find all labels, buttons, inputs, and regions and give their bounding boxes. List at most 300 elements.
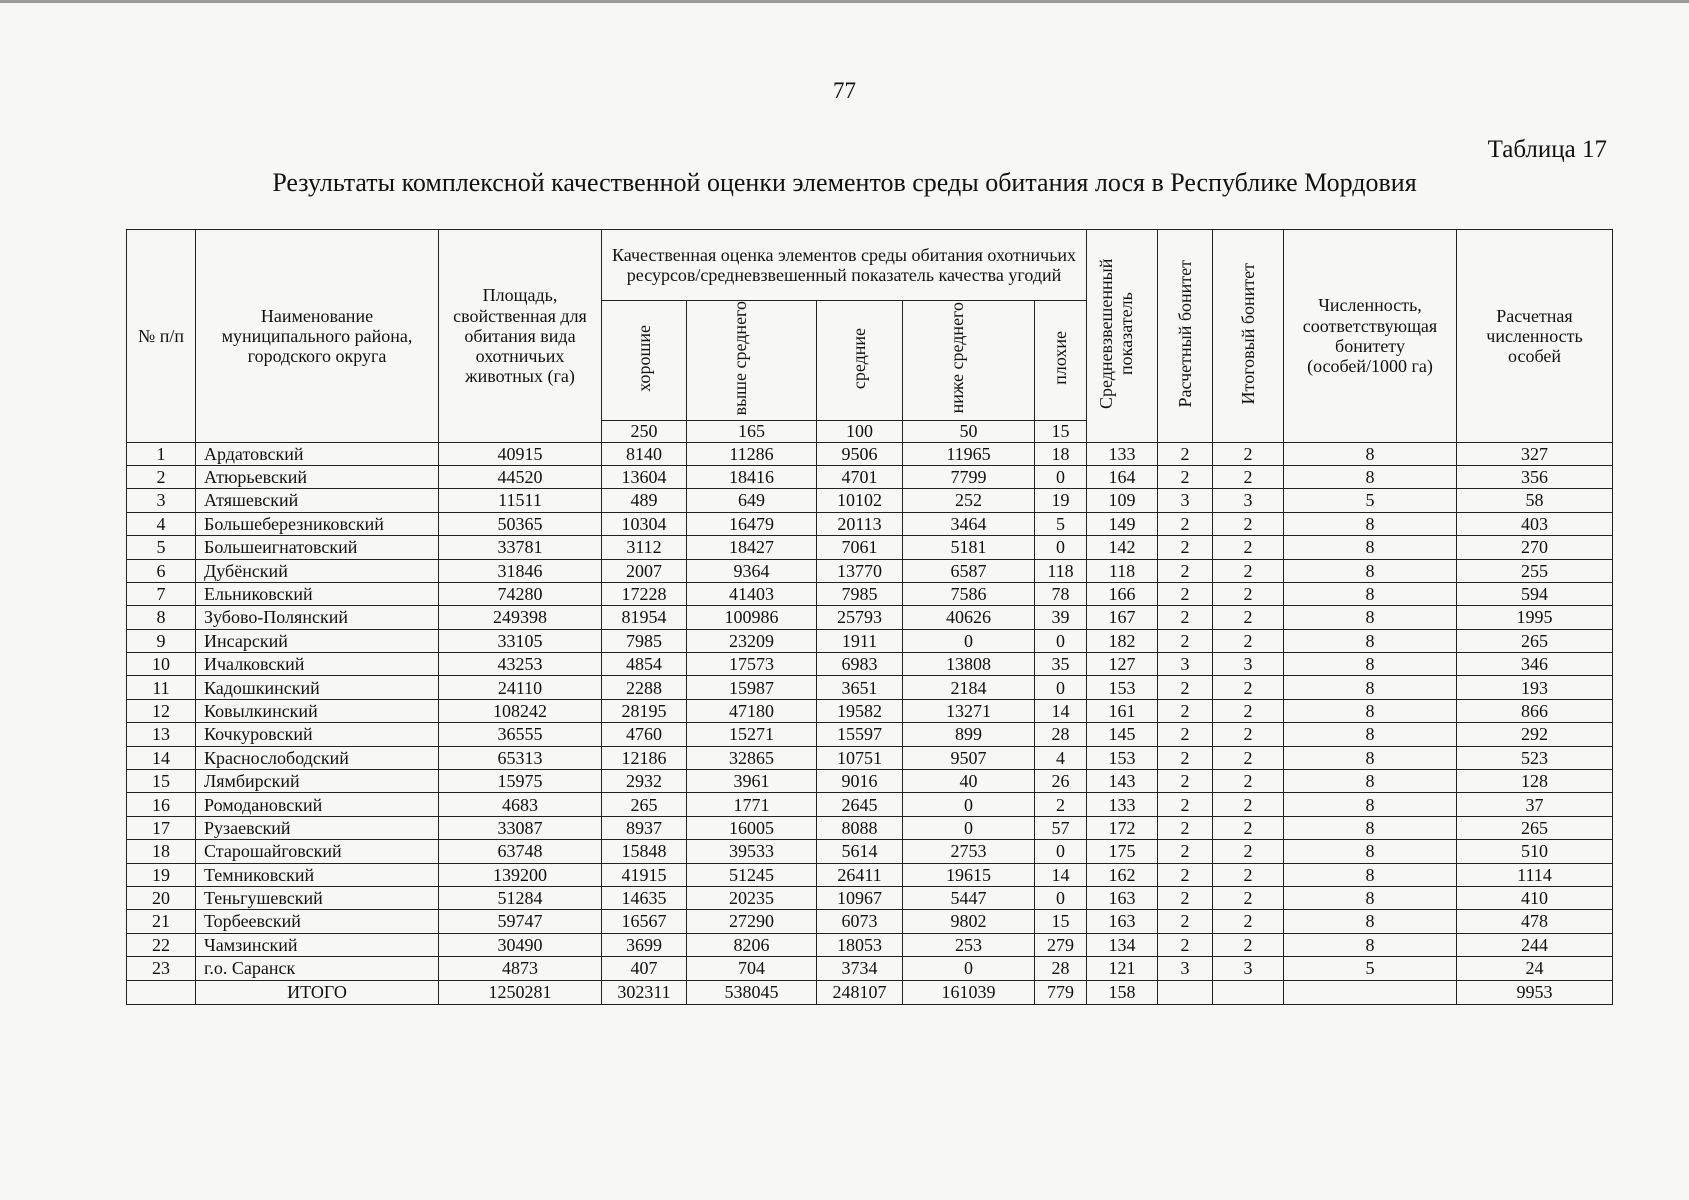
table-cell: 9 (127, 629, 196, 652)
table-cell: 0 (1035, 886, 1087, 909)
table-cell: 11286 (687, 442, 817, 465)
table-cell: 118 (1035, 559, 1087, 582)
table-cell: 2 (1158, 770, 1213, 793)
table-cell: 6073 (817, 910, 903, 933)
table-cell: 8 (1284, 793, 1457, 816)
scan-top-edge (0, 0, 1689, 3)
table-cell: 50365 (439, 512, 602, 535)
table-cell: 8 (1284, 442, 1457, 465)
table-cell: 2 (1158, 629, 1213, 652)
header-q-mid-label: средние (849, 327, 870, 389)
table-cell: 172 (1087, 816, 1158, 839)
table-cell: 58 (1457, 489, 1613, 512)
table-cell: 2 (1213, 465, 1284, 488)
table-cell: 24110 (439, 676, 602, 699)
table-cell: 10967 (817, 886, 903, 909)
total-cell: 302311 (602, 980, 687, 1004)
table-cell: 149 (1087, 512, 1158, 535)
table-cell: 2 (1213, 840, 1284, 863)
table-cell: 8 (1284, 910, 1457, 933)
table-label: Таблица 17 (1487, 136, 1607, 163)
table-cell: 20235 (687, 886, 817, 909)
table-cell: 20113 (817, 512, 903, 535)
table-cell: 161 (1087, 699, 1158, 722)
table-row (127, 933, 1613, 956)
table-cell: 78 (1035, 582, 1087, 605)
table-cell: 13808 (903, 653, 1035, 676)
table-cell: 0 (903, 793, 1035, 816)
table-cell: 27290 (687, 910, 817, 933)
table-cell: 6983 (817, 653, 903, 676)
table-cell: 10 (127, 653, 196, 676)
table-cell: 11511 (439, 489, 602, 512)
district-name-cell: Теньгушевский (196, 886, 439, 909)
table-cell: 3 (1158, 957, 1213, 980)
table-cell: 12186 (602, 746, 687, 769)
table-cell: 2 (1158, 699, 1213, 722)
table-cell: 7985 (602, 629, 687, 652)
table-body (127, 442, 1613, 980)
district-name-cell: Инсарский (196, 629, 439, 652)
table-row (127, 582, 1613, 605)
table-cell: 0 (1035, 629, 1087, 652)
table-cell: 40 (903, 770, 1035, 793)
header-q-good (602, 301, 687, 421)
table-cell: 8 (1284, 512, 1457, 535)
table-cell: 19 (127, 863, 196, 886)
table-cell: 15597 (817, 723, 903, 746)
table-cell: 2 (1213, 536, 1284, 559)
table-cell: 252 (903, 489, 1035, 512)
table-cell: 164 (1087, 465, 1158, 488)
table-cell: 2 (1213, 699, 1284, 722)
table-cell: 33781 (439, 536, 602, 559)
table-cell: 5 (1284, 489, 1457, 512)
table-cell: 8 (1284, 886, 1457, 909)
table-cell: 2 (1213, 676, 1284, 699)
district-name-cell: Рузаевский (196, 816, 439, 839)
table-cell: 2288 (602, 676, 687, 699)
table-cell: 3 (1158, 489, 1213, 512)
table-cell: 265 (1457, 629, 1613, 652)
district-name-cell: Дубёнский (196, 559, 439, 582)
table-cell: 478 (1457, 910, 1613, 933)
district-name-cell: Лямбирский (196, 770, 439, 793)
table-cell: 3 (1213, 957, 1284, 980)
header-q-mid (817, 301, 903, 421)
total-label: ИТОГО (196, 980, 439, 1004)
table-cell: 2 (1158, 582, 1213, 605)
total-row (127, 980, 1613, 1004)
table-cell: 2 (1213, 863, 1284, 886)
table-cell: 163 (1087, 910, 1158, 933)
header-final-bonitet (1213, 230, 1284, 443)
table-cell: 9507 (903, 746, 1035, 769)
table-cell: 5 (127, 536, 196, 559)
table-cell: 0 (1035, 465, 1087, 488)
table-cell: 2 (1158, 442, 1213, 465)
table-row (127, 910, 1613, 933)
table-cell: 15975 (439, 770, 602, 793)
table-cell: 403 (1457, 512, 1613, 535)
table-cell: 4760 (602, 723, 687, 746)
header-q-above (687, 301, 817, 421)
results-table (126, 229, 1613, 1005)
district-name-cell: Зубово-Полянский (196, 606, 439, 629)
district-name-cell: Ельниковский (196, 582, 439, 605)
district-name-cell: Чамзинский (196, 933, 439, 956)
table-cell: 182 (1087, 629, 1158, 652)
table-row (127, 559, 1613, 582)
table-cell: 4854 (602, 653, 687, 676)
header-q-bad-label: плохие (1050, 331, 1071, 386)
district-name-cell: Ардатовский (196, 442, 439, 465)
table-cell: 39 (1035, 606, 1087, 629)
table-cell: 166 (1087, 582, 1158, 605)
header-density: Численность, соответствующая бонитету (особей/1000 га) (1284, 230, 1457, 443)
table-cell: 8 (1284, 933, 1457, 956)
table-cell: 51284 (439, 886, 602, 909)
table-cell: 3734 (817, 957, 903, 980)
table-cell: 162 (1087, 863, 1158, 886)
table-cell: 16479 (687, 512, 817, 535)
table-cell: 7 (127, 582, 196, 605)
table-cell: 8 (1284, 770, 1457, 793)
table-cell: 8 (1284, 629, 1457, 652)
table-cell: 2 (1158, 746, 1213, 769)
table-cell: 2 (1213, 512, 1284, 535)
total-cell: 248107 (817, 980, 903, 1004)
header-avg-label: Средневзвешенный показатель (1096, 258, 1137, 409)
table-cell: 2 (1213, 933, 1284, 956)
table-cell: 1995 (1457, 606, 1613, 629)
table-cell: 279 (1035, 933, 1087, 956)
table-cell: 118 (1087, 559, 1158, 582)
table-cell: 108242 (439, 699, 602, 722)
total-cell: 779 (1035, 980, 1087, 1004)
table-cell: 8937 (602, 816, 687, 839)
table-cell: 2184 (903, 676, 1035, 699)
table-cell: 25793 (817, 606, 903, 629)
table-cell: 265 (1457, 816, 1613, 839)
table-cell: 134 (1087, 933, 1158, 956)
header-final-bonitet-label: Итоговый бонитет (1237, 262, 1258, 405)
table-cell: 0 (903, 629, 1035, 652)
total-cell: 158 (1087, 980, 1158, 1004)
table-cell: 649 (687, 489, 817, 512)
table-cell: 2 (1213, 442, 1284, 465)
table-row (127, 536, 1613, 559)
table-cell: 5614 (817, 840, 903, 863)
table-cell: 2 (1158, 536, 1213, 559)
table-cell: 2932 (602, 770, 687, 793)
table-cell: 21 (127, 910, 196, 933)
table-cell: 3961 (687, 770, 817, 793)
district-name-cell: Краснослободский (196, 746, 439, 769)
table-cell: 899 (903, 723, 1035, 746)
header-q-below-label: ниже среднего (946, 302, 967, 414)
table-cell: 153 (1087, 746, 1158, 769)
table-cell: 37 (1457, 793, 1613, 816)
district-name-cell: Атюрьевский (196, 465, 439, 488)
table-cell: 22 (127, 933, 196, 956)
table-cell: 2 (1158, 606, 1213, 629)
header-q-above-label: выше среднего (729, 301, 750, 416)
table-cell: 40626 (903, 606, 1035, 629)
table-cell: 4701 (817, 465, 903, 488)
table-cell: 121 (1087, 957, 1158, 980)
table-row (127, 840, 1613, 863)
table-cell: 8 (1284, 582, 1457, 605)
table-cell: 489 (602, 489, 687, 512)
table-cell: 19615 (903, 863, 1035, 886)
table-cell: 43253 (439, 653, 602, 676)
table-cell: 23 (127, 957, 196, 980)
table-cell: 4 (127, 512, 196, 535)
table-cell: 11965 (903, 442, 1035, 465)
table-cell: 41403 (687, 582, 817, 605)
table-cell: 11 (127, 676, 196, 699)
table-cell: 265 (602, 793, 687, 816)
table-cell: 15987 (687, 676, 817, 699)
table-cell: 866 (1457, 699, 1613, 722)
table-cell: 4683 (439, 793, 602, 816)
weight-good: 250 (602, 420, 687, 442)
table-cell: 2 (1158, 886, 1213, 909)
header-area: Площадь, свойственная для обитания вида охотничьих животных (га) (439, 230, 602, 443)
table-row (127, 465, 1613, 488)
table-cell: 0 (903, 957, 1035, 980)
table-cell: 28 (1035, 723, 1087, 746)
table-row (127, 816, 1613, 839)
table-cell: 2 (1158, 863, 1213, 886)
header-q-good-label: хорошие (633, 324, 654, 392)
header-q-bad (1035, 301, 1087, 421)
table-cell: 18 (127, 840, 196, 863)
total-cell: 9953 (1457, 980, 1613, 1004)
table-cell: 63748 (439, 840, 602, 863)
table-cell: 346 (1457, 653, 1613, 676)
total-cell: 161039 (903, 980, 1035, 1004)
header-name: Наименование муниципального района, городского округа (196, 230, 439, 443)
table-cell: 18053 (817, 933, 903, 956)
table-cell: 15 (1035, 910, 1087, 933)
table-cell: 19582 (817, 699, 903, 722)
table-cell: 36555 (439, 723, 602, 746)
table-row (127, 442, 1613, 465)
table-cell: 2007 (602, 559, 687, 582)
district-name-cell: Торбеевский (196, 910, 439, 933)
table-row (127, 793, 1613, 816)
table-cell: 33105 (439, 629, 602, 652)
table-cell: 1 (127, 442, 196, 465)
table-cell: 12 (127, 699, 196, 722)
header-calc-bonitet-label: Расчетный бонитет (1174, 259, 1195, 408)
table-cell: 407 (602, 957, 687, 980)
table-cell: 16567 (602, 910, 687, 933)
table-row (127, 723, 1613, 746)
table-cell: 1771 (687, 793, 817, 816)
table-cell: 2645 (817, 793, 903, 816)
table-cell: 2 (1158, 465, 1213, 488)
table-cell: 8140 (602, 442, 687, 465)
table-cell: 8 (1284, 536, 1457, 559)
table-cell: 139200 (439, 863, 602, 886)
district-name-cell: Большеберезниковский (196, 512, 439, 535)
table-cell: 8206 (687, 933, 817, 956)
table-cell: 26411 (817, 863, 903, 886)
table-row (127, 676, 1613, 699)
table-cell: 30490 (439, 933, 602, 956)
table-cell: 16 (127, 793, 196, 816)
table-cell: 3699 (602, 933, 687, 956)
weight-above: 165 (687, 420, 817, 442)
table-cell: 3 (127, 489, 196, 512)
table-cell: 292 (1457, 723, 1613, 746)
table-cell: 109 (1087, 489, 1158, 512)
table-cell: 163 (1087, 886, 1158, 909)
table-cell: 2 (1158, 933, 1213, 956)
table-cell: 8 (1284, 863, 1457, 886)
table-cell: 13271 (903, 699, 1035, 722)
table-cell: 51245 (687, 863, 817, 886)
table-cell: 32865 (687, 746, 817, 769)
table-cell: 5447 (903, 886, 1035, 909)
table-cell: 133 (1087, 442, 1158, 465)
table-cell: 0 (1035, 536, 1087, 559)
table-cell: 74280 (439, 582, 602, 605)
table-cell: 2 (1213, 582, 1284, 605)
table-cell: 6587 (903, 559, 1035, 582)
table-cell: 39533 (687, 840, 817, 863)
table-cell: 2 (1213, 770, 1284, 793)
table-cell: 2 (1213, 746, 1284, 769)
table-cell: 2 (1035, 793, 1087, 816)
table-cell: 410 (1457, 886, 1613, 909)
table-cell: 2 (1158, 559, 1213, 582)
district-name-cell: Атяшевский (196, 489, 439, 512)
table-cell: 15848 (602, 840, 687, 863)
table-cell: 0 (903, 816, 1035, 839)
table-cell: 704 (687, 957, 817, 980)
table-cell: 2 (1213, 723, 1284, 746)
table-cell: 175 (1087, 840, 1158, 863)
table-cell: 145 (1087, 723, 1158, 746)
table-cell: 356 (1457, 465, 1613, 488)
table-cell: 327 (1457, 442, 1613, 465)
table-cell: 2 (1158, 910, 1213, 933)
table-cell: 2 (1158, 512, 1213, 535)
table-cell: 2 (1158, 723, 1213, 746)
table-cell: 7985 (817, 582, 903, 605)
table-cell: 4 (1035, 746, 1087, 769)
table-cell: 9364 (687, 559, 817, 582)
table-cell: 17573 (687, 653, 817, 676)
table-row (127, 512, 1613, 535)
table-cell: 3 (1213, 653, 1284, 676)
table-cell: 1911 (817, 629, 903, 652)
document-title: Результаты комплексной качественной оценки элементов среды обитания лося в Республике Мордовия (272, 168, 1417, 197)
table-row (127, 606, 1613, 629)
table-cell: 9506 (817, 442, 903, 465)
table-cell: 3 (1213, 489, 1284, 512)
table-cell: 8 (1284, 746, 1457, 769)
table-cell: 8 (1284, 465, 1457, 488)
table-cell: 153 (1087, 676, 1158, 699)
table-cell: 594 (1457, 582, 1613, 605)
table-cell: 41915 (602, 863, 687, 886)
table-row (127, 489, 1613, 512)
table-row (127, 770, 1613, 793)
table-row (127, 629, 1613, 652)
district-name-cell: Ромодановский (196, 793, 439, 816)
table-cell: 10102 (817, 489, 903, 512)
table-cell: 1114 (1457, 863, 1613, 886)
table-cell: 2 (1213, 606, 1284, 629)
table-cell: 8 (1284, 699, 1457, 722)
table-cell: 3464 (903, 512, 1035, 535)
table-cell: 2753 (903, 840, 1035, 863)
total-cell (127, 980, 196, 1004)
table-cell: 167 (1087, 606, 1158, 629)
total-cell (1213, 980, 1284, 1004)
table-cell: 523 (1457, 746, 1613, 769)
header-avg (1087, 230, 1158, 443)
table-cell: 8 (1284, 816, 1457, 839)
table-cell: 7586 (903, 582, 1035, 605)
table-cell: 5 (1284, 957, 1457, 980)
table-cell: 24 (1457, 957, 1613, 980)
table-cell: 81954 (602, 606, 687, 629)
table-cell: 7799 (903, 465, 1035, 488)
header-calc-bonitet (1158, 230, 1213, 443)
table-cell: 2 (1213, 629, 1284, 652)
table-cell: 13 (127, 723, 196, 746)
table-cell: 40915 (439, 442, 602, 465)
table-row (127, 653, 1613, 676)
table-cell: 4873 (439, 957, 602, 980)
table-cell: 28195 (602, 699, 687, 722)
table-row (127, 957, 1613, 980)
total-cell: 1250281 (439, 980, 602, 1004)
table-cell: 2 (1158, 793, 1213, 816)
district-name-cell: Старошайговский (196, 840, 439, 863)
weight-below: 50 (903, 420, 1035, 442)
table-cell: 10304 (602, 512, 687, 535)
district-name-cell: Темниковский (196, 863, 439, 886)
table-cell: 0 (1035, 840, 1087, 863)
table-cell: 142 (1087, 536, 1158, 559)
table-cell: 2 (1213, 793, 1284, 816)
table-cell: 17 (127, 816, 196, 839)
table-cell: 8 (1284, 653, 1457, 676)
table-cell: 57 (1035, 816, 1087, 839)
table-cell: 2 (1213, 816, 1284, 839)
table-cell: 28 (1035, 957, 1087, 980)
table-cell: 10751 (817, 746, 903, 769)
table-cell: 59747 (439, 910, 602, 933)
table-cell: 2 (1158, 676, 1213, 699)
table-cell: 8 (1284, 559, 1457, 582)
table-cell: 8 (1284, 606, 1457, 629)
table-cell: 2 (127, 465, 196, 488)
table-cell: 2 (1213, 559, 1284, 582)
table-cell: 14 (127, 746, 196, 769)
table-cell: 7061 (817, 536, 903, 559)
table-cell: 47180 (687, 699, 817, 722)
table-cell: 9016 (817, 770, 903, 793)
table-cell: 13770 (817, 559, 903, 582)
